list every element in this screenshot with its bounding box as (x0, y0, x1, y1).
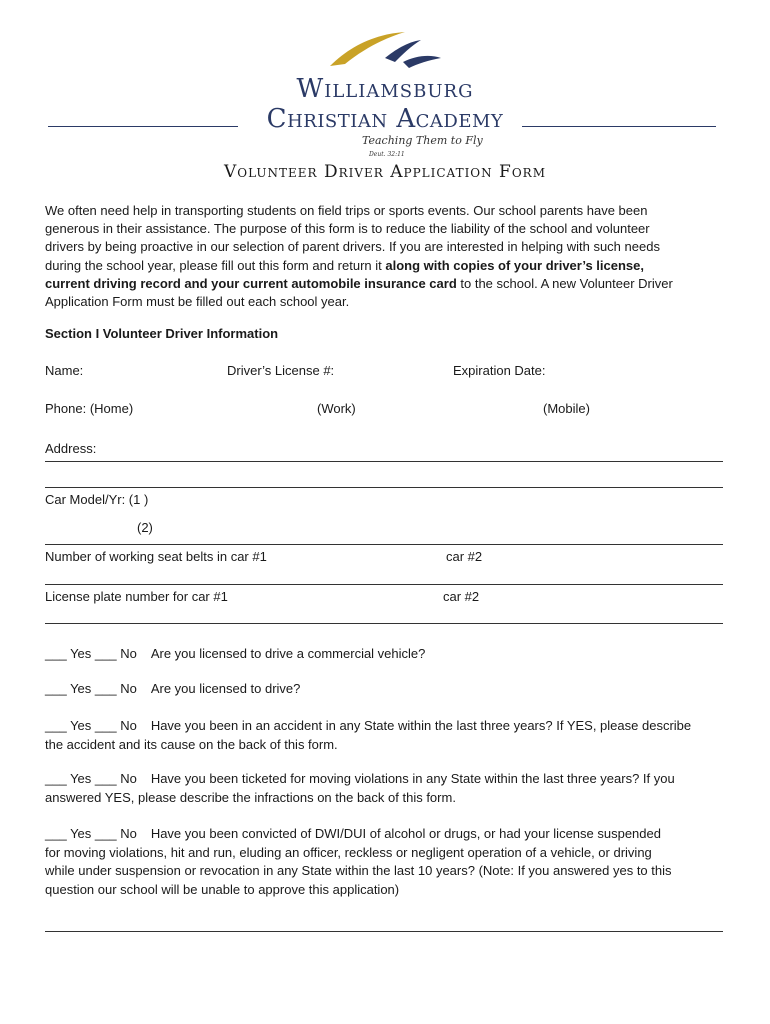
question-licensed (45, 680, 735, 699)
yes-no-blank[interactable]: ___ Yes ___ No (45, 681, 137, 696)
phone-home-label[interactable]: Phone: (Home) (45, 401, 134, 416)
expiration-field-label[interactable]: Expiration Date: (453, 363, 546, 378)
intro-line (45, 275, 735, 293)
header-rule-right (522, 126, 716, 127)
yes-no-blank[interactable]: ___ Yes ___ No (45, 718, 137, 733)
intro-text: during the school year, please fill out this form and return it (45, 257, 386, 273)
seatbelts-car1-label[interactable]: Number of working seat belts in car #1 (45, 549, 267, 564)
phone-mobile-label[interactable]: (Mobile) (543, 401, 590, 416)
question-text: Are you licensed to drive a commercial vehicle? (150, 646, 426, 661)
intro-emphasis: along with copies of your driver’s license, (385, 257, 644, 273)
question-text: while under suspension or revocation in any State within the last 10 years? (Note: If you answered yes to this (45, 863, 672, 878)
phone-work-label[interactable]: (Work) (317, 401, 356, 416)
question-text: for moving violations, hit and run, eluding an officer, reckless or negligent operation of a vehicle, or driving (45, 844, 652, 860)
question-accident (45, 717, 735, 754)
question-dui (45, 825, 735, 899)
address-underline-2 (45, 487, 723, 488)
intro-line (45, 257, 735, 275)
plate-car2-label[interactable]: car #2 (443, 589, 480, 604)
intro-line: We often need help in transporting students on field trips or sports events. Our school parents have been (45, 203, 648, 218)
intro-emphasis: current driving record and your current automobile insurance card (45, 275, 457, 291)
question-text: the accident and its cause on the back of this form. (45, 736, 338, 752)
question-text: Are you licensed to drive? (150, 681, 301, 696)
question-text: answered YES, please describe the infractions on the back of this form. (45, 789, 456, 805)
question-text: Have you been ticketed for moving violations in any State within the last three years? If you (150, 771, 675, 786)
seatbelts-underline (45, 584, 723, 585)
intro-paragraph (45, 202, 735, 311)
school-verse: Deut. 32:11 (369, 151, 405, 158)
yes-no-blank[interactable]: ___ Yes ___ No (45, 826, 137, 841)
yes-no-blank[interactable]: ___ Yes ___ No (45, 646, 137, 661)
intro-text: to the school. A new Volunteer Driver (456, 275, 673, 291)
address-underline (45, 461, 723, 462)
name-field-label[interactable]: Name: (45, 363, 84, 378)
question-ticketed (45, 770, 735, 807)
car-model-underline (45, 544, 723, 545)
question-commercial-license (45, 645, 735, 664)
plate-car1-label[interactable]: License plate number for car #1 (45, 589, 228, 604)
question-text: Have you been convicted of DWI/DUI of alcohol or drugs, or had your license suspended (150, 826, 661, 841)
intro-line: generous in their assistance. The purpose of this form is to reduce the liability of the school and volunteer (45, 221, 650, 237)
car-model-2-label[interactable]: (2) (137, 520, 153, 535)
intro-line: Application Form must be filled out each school year. (45, 294, 350, 310)
seatbelts-car2-label[interactable]: car #2 (446, 549, 483, 564)
school-tagline: Teaching Them to Fly (362, 134, 483, 147)
form-title: Volunteer Driver Application Form (223, 162, 547, 182)
yes-no-blank[interactable]: ___ Yes ___ No (45, 771, 137, 786)
school-logo-swoosh (325, 28, 445, 78)
intro-line: drivers by being proactive in our selection of parent drivers. If you are interested in helping with such needs (45, 239, 660, 255)
car-model-1-label[interactable]: Car Model/Yr: (1 ) (45, 492, 149, 507)
plate-underline (45, 623, 723, 624)
school-name-line1: Williamsburg (296, 74, 474, 104)
question-text: question our school will be unable to approve this application) (45, 881, 400, 897)
question-text: Have you been in an accident in any State within the last three years? If YES, please describe (150, 718, 692, 733)
license-field-label[interactable]: Driver’s License #: (227, 363, 335, 378)
school-name-line2: Christian Academy (266, 104, 504, 134)
address-label[interactable]: Address: (45, 441, 97, 456)
section-heading: Section I Volunteer Driver Information (45, 326, 279, 341)
bottom-rule (45, 931, 723, 932)
